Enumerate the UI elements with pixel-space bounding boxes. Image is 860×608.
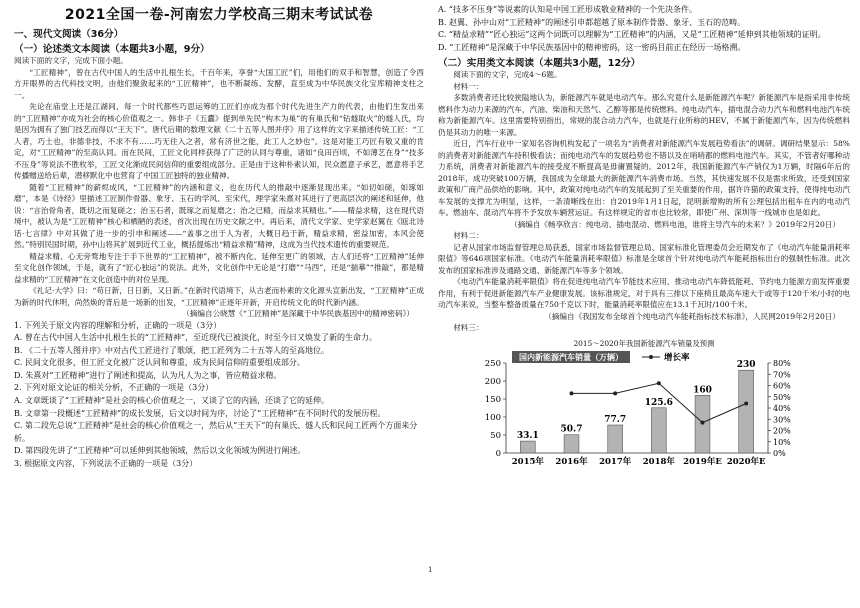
bar-value-label: 77.7 bbox=[604, 414, 627, 425]
part2-heading: （二）实用类文本阅读（本题共3小题，12分） bbox=[438, 58, 641, 70]
y2-tick-label: 70% bbox=[773, 370, 791, 380]
x-tick-label: 2017年 bbox=[599, 456, 632, 467]
legend-label-sales: 国内新能源汽车销量（万辆） bbox=[519, 351, 623, 362]
bar bbox=[739, 370, 754, 453]
question-1: 1. 下列关于原文内容的理解和分析，正确的一项是（3分） bbox=[14, 320, 222, 330]
y-tick-label: 100 bbox=[484, 412, 501, 423]
bar-value-label: 230 bbox=[736, 360, 756, 371]
growth-point bbox=[701, 421, 705, 425]
passage-paragraph: 先论在庙堂上还是江湖间，每一个时代都些巧思运筹的工匠们亦成为那个时代先进生产力的代表，由他们生发出来的“工匠精神”亦成为社会的核心价值观之一。韩非子《五蠹》提到单先民“构木为巢”的有巢氏和“钻燧取火”的燧人氏，均是因为拥有了独门技艺而得以“王天下”。唐代后期的数理文献《二十五等人图并序》用了这样的文字来描述传统工匠：“工人者，巧士也，非德非技，不求不有……巧无往入之者，常有济世之能，此工人之妙也”。这是对能工巧匠有敬又重的肯定，对“工匠精神”的至高认同。而在民间，工匠文化同样获得了广泛的认同与尊重，诸如“良田百顷，不如薄艺在身”“技多不压身”等说法不胜枚举，工匠文化渐成民间信仰的重要组成部分。正是由于这种朴素认知，民众愿意子承艺，愿意将手艺传播赠送给后辈，潜移默化中也营育了中国工匠独特的独业精神。 bbox=[14, 102, 424, 180]
y2-tick-label: 60% bbox=[773, 381, 791, 391]
material-paragraph: 《电动汽车能量消耗率限值》将在促进纯电动汽车节能技术应用、推动电动汽车降低能耗、节约电力能源方面发挥重要作用，有利于促进新能源汽车产业健康发展。该标准规定，对于具有三排以下座椅且最高车速大于或等于120千米/小时的电动汽车来说，当整车整备质量在750千克以下时，能量消耗率限值应在13.1千瓦时/100千米。 bbox=[438, 277, 850, 310]
part1-heading: （一）论述类文本阅读（本题共3小题，9分） bbox=[14, 44, 210, 55]
chart-title: 2015～2020年我国新能源汽车销量及预测 bbox=[573, 338, 715, 348]
bar bbox=[520, 441, 535, 453]
material-2-label: 材料二： bbox=[453, 231, 484, 241]
y2-tick-label: 40% bbox=[773, 403, 791, 413]
bar-value-label: 33.1 bbox=[516, 430, 539, 441]
option-2d: D. 第四段先讲了“工匠精神”可以延伸到其他领域，然后以文化领域为例进行阐述。 bbox=[14, 446, 306, 456]
passage-paragraph: 随着“工匠精神”的薪烬成风，“工匠精神”的内涵和意义，也在历代人的推敲中逐渐显现出来。“如切如磋，如琢如磨”，本是《诗经》里描述工匠制作骨器、象牙、玉石的学风、至宋代，理学家朱熹对其进行了更高层次的阐述和延伸，他说：“言治骨角者，既切之而复磋之；治玉石者，既琢之而复磨之；治之已精，而益求其精也。”——精益求精，这在现代语境中，被认为是“工匠精神”核心和栖陋的表述，首次出现在历史文献之中。再后来，清代文学家、史学家赵翼在《瓯北诗话·七言律》中对其做了进一步的引申和阐述——“盖事之出于人为者，大概日趋于新，精益求精，密益加密，本风会使然。”特别民国时期，孙中山将其扩展到近代工业，概括提炼出“精益求精”精神，这成为当代技术遗传的重要规范。 bbox=[14, 182, 424, 249]
bar bbox=[651, 408, 666, 453]
left-column bbox=[14, 0, 424, 471]
material-3-label: 材料三： bbox=[453, 323, 484, 333]
material-2-source: （摘编自《我国发布全球首个纯电动汽车能耗指标技术标准》，人民网2019年2月20日） bbox=[544, 311, 840, 321]
y-tick-label: 0 bbox=[495, 448, 501, 459]
option-2b: B. 文章第一段概述“工匠精神”的成长发展，后文以时间为序，讨论了“工匠精神”在不同时代的发展历程。 bbox=[14, 408, 386, 418]
x-tick-label: 2015年 bbox=[511, 456, 544, 467]
x-tick-label: 2020年E bbox=[726, 456, 766, 467]
option-3b: B. 赵翼、孙中山对“工匠精神”的阐述引申都超越了原本制作骨器、象牙、玉石的范畴。 bbox=[438, 17, 746, 27]
passage-source: （摘编自公晓慧《“工匠精神”是深藏于中华民族基因中的精神密码》） bbox=[182, 309, 414, 318]
bar-value-label: 125.6 bbox=[644, 397, 673, 408]
x-tick-label: 2019年E bbox=[683, 456, 722, 467]
y2-tick-label: 80% bbox=[773, 358, 791, 368]
passage-paragraph: 《礼记·大学》曰：“苟日新，日日新，又日新。”在新时代语境下，从古老而朴素的文化源头宣新出发，“工匠精神”正成为新的时代休明，尚然焕的背后是一场新的出发，“工匠精神”正逐年开新，开启传统文化的时代新内涵。 bbox=[14, 286, 424, 307]
material-paragraph: 记者从国家市场监督管理总局获悉，国家市场监督管理总局、国家标准化管理委员会近期发布了《电动汽车能量消耗率限值》等646项国家标准。《电动汽车能量消耗率限值》标准是全球首个针对纯电动汽车能耗指标出台的强制性标准。此次发布的国家标准涉及通路交通、新能源汽车等多个领域。 bbox=[438, 242, 850, 275]
bar-value-label: 50.7 bbox=[560, 424, 583, 435]
growth-point bbox=[613, 391, 617, 395]
option-2a: A. 文章既谈了“工匠精神”是社会的核心价值观之一，又谈了它的内涵，还谈了它的延伸。 bbox=[14, 396, 330, 406]
option-3c: C. “精益求精”“匠心独运”这两个词既可以理解为“工匠精神”的内涵，又是“工匠精神”延伸到其他领域的证明。 bbox=[438, 30, 826, 40]
material-paragraph: 近日，汽车行业中一家知名咨询机构发起了一项名为“消费者对新能源汽车发展趋势看法”的调研。调研结果显示：58%的消费者对新能源汽车持积极看法；而纯电动汽车的发展趋势也不错以及在哨哨都的燃料电池汽车。其实，不管者好哪种动力系统，消费者对新能源汽车的接受度不断提高是毋庸置疑的。2012年，我国新能源汽车产销仅为1万辆，时隔6年后的2018年，成功突破100万辆，我国成为全球最大的新能源汽车消费市场。当然，其快速发展不仅是需求所致，还受到国家政策和广商产品供给的影响。其中，政策对纯电动汽车的发展起到了至关重要的作用，据许许猫的政策支持，使得纯电动汽车发展的支撑尤为明显，这样，一条清晰线在出：自2019年1月1日起，昆明新增购的所有公理包括出租车在内的电动汽车。燃油车、混动汽车将不予发放车辆营运证。有这样规定的省市也比较常，即使广州、深圳等一线城市也是如此。 bbox=[438, 139, 850, 218]
question-3: 3. 根据原文内容，下列说法不正确的一项是（3分） bbox=[14, 459, 198, 469]
sales-chart bbox=[438, 349, 850, 467]
growth-point bbox=[744, 401, 748, 405]
material-paragraph: 多数消费者还比较狭隘地认为，新能源汽车就是电动汽车。那么究竟什么是新能源汽车呢？新能源汽车是指采用非传统燃料作为动力来源的汽车，汽油、柴油和天然气、乙醇等都是传统燃料。纯电动汽车，插电混合动力汽车和燃料电池汽车统称为新能源汽车。这里需要特别指出，常规的混合动力汽车，也就是行业所称的HEV，不属于新能源汽车，因为传统燃料仍是其动力的唯一来源。 bbox=[438, 93, 850, 137]
page-number: 1 bbox=[428, 566, 433, 574]
growth-point bbox=[657, 381, 661, 385]
y-tick-label: 200 bbox=[484, 376, 501, 387]
bar-value-label: 160 bbox=[693, 385, 712, 396]
bar bbox=[564, 435, 579, 453]
option-1d: D. 朱熹对“工匠精神”进行了阐述和提高，认为凡人为之事，皆应精益求精。 bbox=[14, 370, 282, 380]
material-1-label: 材料一： bbox=[453, 81, 484, 91]
legend-swatch-point bbox=[649, 355, 653, 359]
y2-tick-label: 10% bbox=[773, 437, 791, 447]
bar bbox=[608, 425, 623, 453]
option-1c: C. 民间文化很多，但工匠文化被广泛认同和尊重，成为民间信仰的重要组成部分。 bbox=[14, 358, 305, 368]
y2-tick-label: 50% bbox=[773, 392, 791, 402]
question-2: 2. 下列对原文论证的相关分析，不正确的一项是（3分） bbox=[14, 383, 214, 393]
growth-point bbox=[570, 391, 574, 395]
part2-intro: 阅读下面的文字，完成4～6题。 bbox=[453, 70, 562, 80]
option-1b: B. 《二十五等人图并序》中对古代工匠进行了歌颂，把工匠列为二十五等人的至高地位。 bbox=[14, 345, 329, 355]
y-tick-label: 150 bbox=[484, 394, 501, 405]
y2-tick-label: 30% bbox=[773, 415, 791, 425]
y2-tick-label: 20% bbox=[773, 426, 791, 436]
section-heading: 一、现代文阅读（36分） bbox=[14, 29, 124, 40]
part1-intro: 阅读下面的文字，完成下面小题。 bbox=[14, 56, 128, 65]
y2-tick-label: 0% bbox=[773, 448, 786, 458]
option-1a: A. 曾在古代中国人生活中扎根生长的“工匠精神”，至近现代已被淡化，时至今日又焕发了新的生命力。 bbox=[14, 333, 378, 343]
y-tick-label: 250 bbox=[484, 358, 501, 369]
option-2c: C. 第二段先总说“工匠精神”是社会的核心价值观之一，然后从“王天下”的有巢氏、燧人氏和民间工匠两个方面来分析。 bbox=[14, 421, 418, 443]
passage-paragraph: “工匠精神”，曾在古代中国人的生活中扎根生长，千百年来，享誉“大国工匠”们，用他们的双手和智慧，创造了令西方开眼界的古代科技文明，由他们聚敛起来的“工匠精神”，也不断凝练、发酵，直至成为中华民族文化宝库精神支柱之一。 bbox=[14, 67, 424, 100]
y-tick-label: 50 bbox=[490, 430, 501, 441]
right-column bbox=[438, 0, 850, 471]
page-title: 2021全国一卷-河南宏力学校高三期末考试试卷 bbox=[64, 7, 374, 23]
passage-paragraph: 精益求精、心无旁骛地专注于手下世界的“工匠精神”，被不断内化、延伸至更广的领域，古人们还将“工匠精神”延伸至文化创作领域，于是，就有了“匠心独运”的说法。此外，文化创作中无论是“打磨”“马西”，还是“揣摹”“推敲”，都是精益求精的“工匠精神”在文化创造中的对位呈现。 bbox=[14, 251, 424, 284]
material-1-source: （摘编自《畅享欣言：纯电动、插电混动、燃料电池，谁将主导汽车的未来？》2019年2月20日） bbox=[510, 219, 840, 229]
option-3a: A. “技多不压身”等说素的认知是中国工匠形成敬业精神的一个先决条件。 bbox=[438, 5, 698, 14]
x-tick-label: 2016年 bbox=[555, 456, 588, 467]
option-3d: D. “工匠精神”是深藏于中华民族基因中的精神密码，这一密码目前正在经历一场格溯。 bbox=[438, 42, 746, 52]
x-tick-label: 2018年 bbox=[642, 456, 675, 467]
legend-label-growth: 增长率 bbox=[664, 352, 690, 363]
